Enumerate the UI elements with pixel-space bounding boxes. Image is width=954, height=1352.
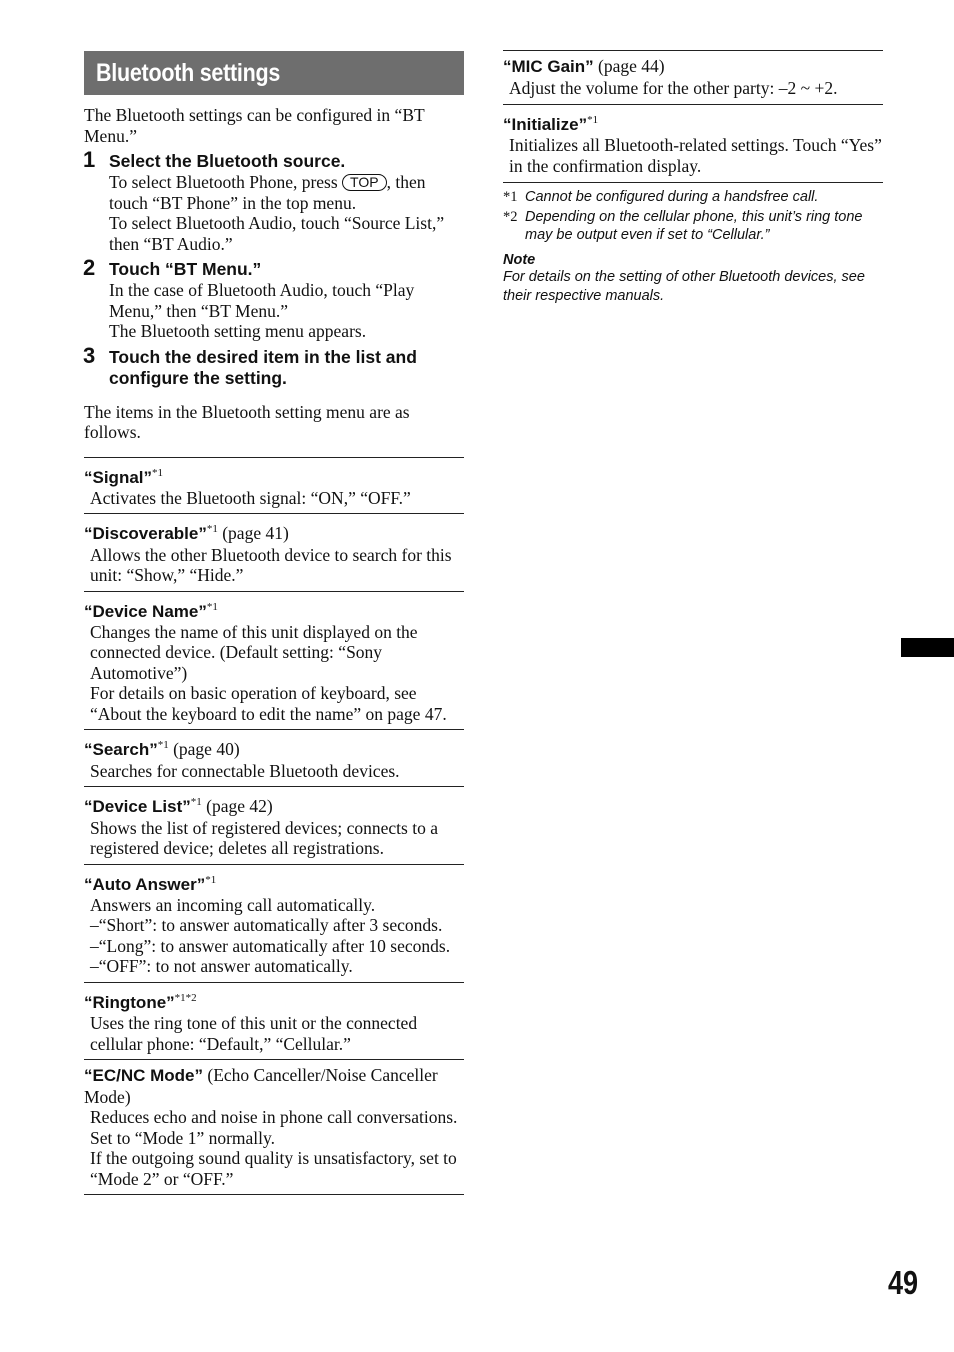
item-name: “Search” [84,740,158,760]
step-heading: Select the Bluetooth source. [109,151,346,171]
top-button-icon: TOP [342,174,387,191]
settings-item [503,105,883,183]
item-description: Set to “Mode 1” normally. [90,1127,276,1148]
settings-item-list [84,457,464,1196]
settings-item-heading [84,463,464,488]
note-heading: Note [503,252,536,269]
footnote-text: Depending on the cellular phone, this unit’s ring tone may be output even if set to “Cellular.” [525,209,863,244]
step-1 [83,147,464,254]
item-name: “Device Name” [84,601,207,621]
item-description: Initializes all Bluetooth-related settings. Touch “Yes” in the confirmation display. [509,135,882,176]
settings-item-heading [84,1065,464,1107]
settings-item [84,592,464,731]
footnote [503,208,883,244]
step-number: 3 [83,342,96,368]
footnote-ref: *1 [206,600,218,613]
section-title-bar [84,51,464,95]
page-number: 49 [888,1264,919,1301]
footnote-text: Cannot be configured during a handsfree call. [525,189,819,206]
item-description: Changes the name of this unit displayed on the connected device. (Default setting: “Sony Automotive”) [90,621,418,683]
item-description: Searches for connectable Bluetooth devices. [90,760,400,781]
footnotes [503,188,883,244]
item-description: Uses the ring tone of this unit or the connected cellular phone: “Default,” “Cellular.” [90,1013,418,1054]
item-description: Adjust the volume for the other party: –2 ~ +2. [509,77,838,98]
page-ref: (Echo Canceller/Noise Canceller Mode) [84,1065,438,1107]
item-name: “Discoverable” [84,524,207,544]
step-body [109,172,464,213]
item-option: –“Short”: to answer automatically after 3 seconds. [90,915,443,936]
step-heading: Touch “BT Menu.” [109,259,262,279]
settings-item-heading [84,870,464,895]
step-body: In the case of Bluetooth Audio, touch “Play Menu,” then “BT Menu.” [109,280,415,321]
step-number: 2 [83,255,96,280]
left-column [84,51,464,1195]
settings-item [84,730,464,787]
note-text: For details on the setting of other Bluetooth devices, see their respective manuals. [503,269,865,305]
footnote-ref: *1 [205,873,217,886]
item-description: For details on basic operation of keyboard, see “About the keyboard to edit the name” on page 47. [90,683,447,724]
footnote-ref: *1*2 [174,991,197,1004]
settings-item [84,1060,464,1195]
item-option: –“Long”: to answer automatically after 10 seconds. [90,935,451,956]
settings-item [84,787,464,864]
footnote-ref: *1 [152,466,164,479]
item-name: “Signal” [84,467,153,487]
settings-item-heading [84,792,464,817]
items-intro: The items in the Bluetooth setting menu are as follows. [84,401,410,442]
settings-item-heading [84,597,464,622]
item-name: “Initialize” [503,114,588,134]
footnote-ref: *1 [587,114,599,126]
settings-item-heading [503,110,883,135]
item-name: “MIC Gain” [503,57,594,76]
settings-item [84,865,464,983]
settings-item-heading [503,56,883,78]
item-description: If the outgoing sound quality is unsatisfactory, set to “Mode 2” or “OFF.” [90,1148,457,1189]
item-name: “Device List” [84,797,191,817]
settings-item [84,983,464,1060]
page-ref: (page 40) [168,739,240,760]
item-name: “EC/NC Mode” [84,1066,203,1086]
step-text: , then touch “BT Phone” in the top menu. [109,172,426,213]
item-description: Shows the list of registered devices; connects to a registered device; deletes all registrations. [90,817,438,859]
item-name: “Ringtone” [84,992,175,1012]
page-ref: (page 42) [201,796,273,817]
item-description: Reduces echo and noise in phone call conversations. [90,1107,458,1128]
step-heading: Touch the desired item in the list and configure the setting. [109,346,417,388]
page-ref: (page 41) [217,523,289,544]
item-description: Activates the Bluetooth signal: “ON,” “OFF.” [90,487,411,508]
settings-item [503,51,883,105]
step-text: To select Bluetooth Phone, press [109,172,338,192]
step-3 [83,342,464,389]
settings-item [84,458,464,515]
item-option: –“OFF”: to not answer automatically. [90,956,353,977]
footnote-ref: *1 [206,523,218,536]
item-name: “Auto Answer” [84,874,206,894]
intro-text: The Bluetooth settings can be configured in “BT Menu.” [84,105,425,146]
settings-item-heading [84,519,464,544]
right-column [503,50,883,306]
settings-item [84,514,464,591]
step-body: The Bluetooth setting menu appears. [109,321,367,341]
step-2 [83,255,464,342]
footnote-mark: *1 [503,189,518,206]
section-edge-tab [901,638,954,657]
settings-item-heading [84,988,464,1013]
step-body: To select Bluetooth Audio, touch “Source List,” then “BT Audio.” [109,213,445,254]
item-description: Answers an incoming call automatically. [90,894,376,915]
page-ref: (page 44) [593,56,665,76]
section-title: Bluetooth settings [96,58,281,87]
step-number: 1 [83,147,96,172]
footnote-ref: *1 [157,739,169,752]
settings-item-list-continued [503,50,883,183]
settings-item-heading [84,735,464,760]
footnote-mark: *2 [503,209,518,226]
footnote [503,188,883,206]
item-description: Allows the other Bluetooth device to search for this unit: “Show,” “Hide.” [90,544,452,586]
footnote-ref: *1 [190,796,202,809]
